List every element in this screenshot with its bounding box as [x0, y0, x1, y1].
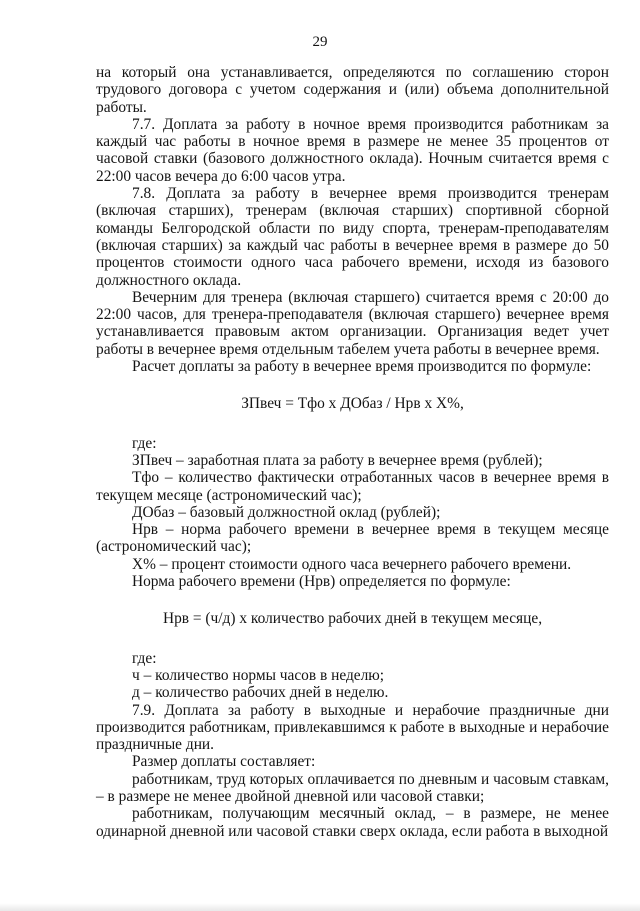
where-label-2: где:: [132, 649, 157, 667]
definition-zpvech: ЗПвеч – заработная плата за работу в вечернее время (рублей);: [132, 451, 543, 469]
definition-dobaz: ДОбаз – базовый должностной оклад (рублей);: [132, 503, 441, 521]
definition-d: д – количество рабочих дней в неделю.: [132, 684, 389, 702]
paragraph-7-8: 7.8. Доплата за работу в вечернее время производится тренерам (включая старших), тренерам (включая старших) спортивной сборной команды Белгородской области по виду спорта, тренерам-преподавателям (включая старших) за каждый час работы в вечернее время в размере до 50 процентов стоимости одного часа рабочего времени, исходя из базового должностного оклада.: [96, 185, 609, 289]
definition-tfo: Тфо – количество фактически отработанных часов в вечернее время в текущем месяце (астрономический час);: [96, 469, 609, 504]
paragraph-monthly-workers: работникам, получающим месячный оклад, – в размере, не менее одинарной дневной или часовой ставки сверх оклада, если работа в выходной: [96, 805, 609, 840]
definition-nrv: Нрв – норма рабочего времени в вечернее время в текущем месяце (астрономический час);: [96, 521, 609, 556]
scan-bottom-edge: [0, 903, 640, 911]
paragraph-formula-intro: Расчет доплаты за работу в вечернее время производится по формуле:: [132, 358, 592, 376]
where-label: где:: [132, 434, 157, 452]
norm-formula-intro: Норма рабочего времени (Нрв) определяется по формуле:: [132, 573, 511, 591]
formula-evening-pay: ЗПвеч = Тфо х ДОбаз / Нрв х Х%,: [241, 395, 464, 413]
definition-x-percent: Х% – процент стоимости одного часа вечернего рабочего времени.: [132, 555, 572, 573]
paragraph-evening-time: Вечерним для тренера (включая старшего) считается время с 20:00 до 22:00 часов, для тренера-преподавателя (включая старшего) вечернее время устанавливается правовым актом организации. Организация ведет учет работы в вечернее время отдельным табелем учета работы в вечернее время.: [96, 288, 609, 358]
paragraph-7-9: 7.9. Доплата за работу в выходные и нерабочие праздничные дни производится работникам, привлекавшимся к работе в выходные и нерабочие праздничные дни.: [96, 701, 609, 754]
paragraph-7-7: 7.7. Доплата за работу в ночное время производится работникам за каждый час работы в ночное время в размере не менее 35 процентов от часовой ставки (базового должностного оклада). Ночным считается время с 22:00 часов вечера до 6:00 часов утра.: [96, 115, 609, 185]
document-body: [96, 64, 609, 840]
paragraph-rate-size: Размер доплаты составляет:: [132, 753, 316, 771]
page-number: 29: [312, 34, 328, 50]
paragraph-hourly-workers: работникам, труд которых оплачивается по дневным и часовым ставкам, – в размере не менее двойной дневной или часовой ставки;: [96, 770, 609, 805]
paragraph-continuation: на который она устанавливается, определяются по соглашению сторон трудового договора с учетом содержания и (или) объема дополнительной работы.: [96, 64, 609, 116]
definition-ch: ч – количество нормы часов в неделю;: [132, 666, 385, 684]
formula-norm-hours: Нрв = (ч/д) х количество рабочих дней в текущем месяце,: [162, 610, 543, 628]
